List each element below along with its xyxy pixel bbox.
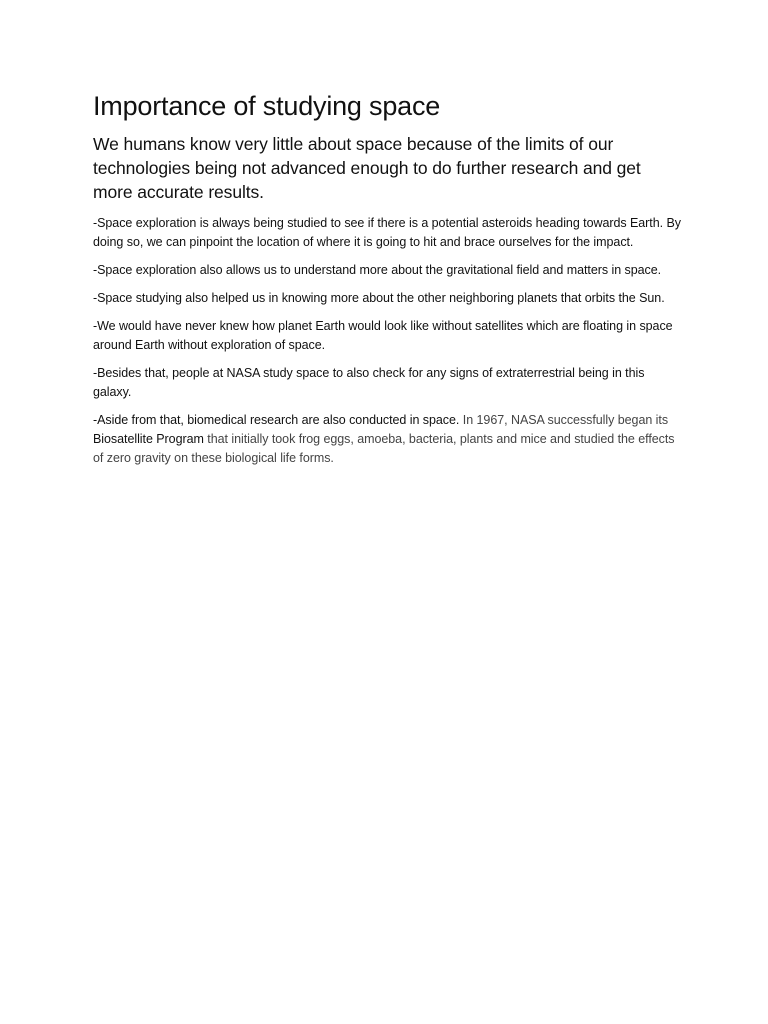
biosatellite-program-text: Biosatellite Program (93, 432, 204, 446)
biomedical-text-part2: In 1967, NASA successfully began its (459, 413, 669, 427)
document-title: Importance of studying space (93, 91, 441, 121)
paragraph-planets: -Space studying also helped us in knowing more about the other neighboring planets that orbits the Sun. (93, 291, 665, 305)
paragraph-satellites: -We would have never knew how planet Earth would look like without satellites which are floating in space around Earth without exploration of space. (93, 319, 673, 352)
intro-paragraph: We humans know very little about space because of the limits of our technologies being not advanced enough to do further research and get more accurate results. (93, 134, 641, 202)
paragraph-extraterrestrial: -Besides that, people at NASA study space to also check for any signs of extraterrestrial being in this galaxy. (93, 366, 645, 399)
paragraph-biomedical (93, 411, 683, 468)
biomedical-text-part1: -Aside from that, biomedical research are also conducted in space. (93, 413, 460, 427)
paragraph-asteroids: -Space exploration is always being studied to see if there is a potential asteroids heading towards Earth. By doing so, we can pinpoint the location of where it is going to hit and brace ourselves for the impact. (93, 216, 681, 249)
document-page (93, 86, 683, 477)
biomedical-text-part4: that initially took frog eggs, amoeba, bacteria, plants and mice and studied the effects of zero gravity on these biological life forms. (93, 432, 675, 465)
paragraph-gravity: -Space exploration also allows us to understand more about the gravitational field and matters in space. (93, 263, 662, 277)
